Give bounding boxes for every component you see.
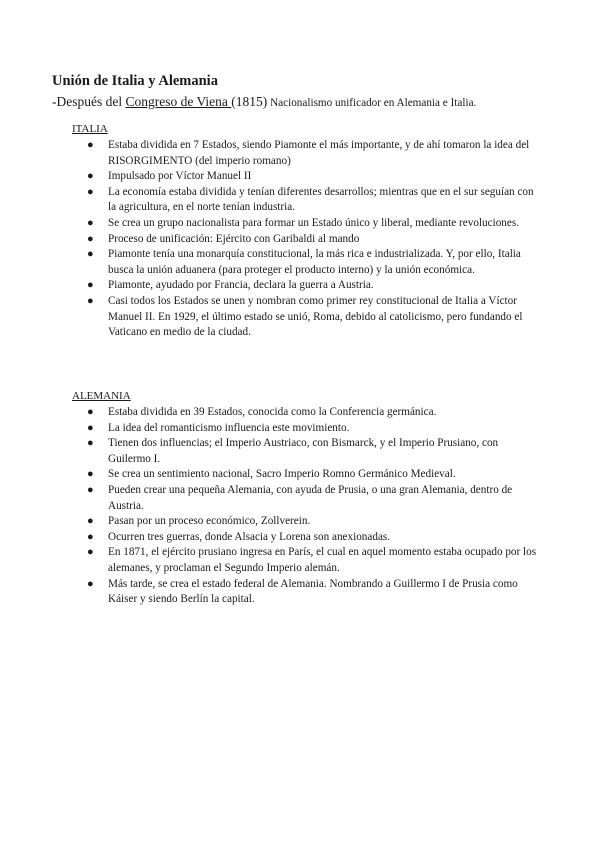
list-item — [72, 483, 542, 514]
list-item — [72, 577, 542, 608]
list-item-text: Piamonte tenía una monarquía constitucional, la más rica e industrializada. Y, por ello, Italia busca la unión aduanera (para proteger el producto interno) y la unión económica. — [108, 248, 521, 276]
list-item — [72, 169, 542, 185]
bullet-icon: ● — [87, 468, 94, 481]
list-item — [72, 545, 542, 576]
bullet-icon: ● — [87, 139, 94, 151]
bullet-list — [72, 405, 542, 608]
intro-prefix: -Después del — [52, 94, 126, 109]
list-item — [72, 405, 542, 421]
list-item-text: Casi todos los Estados se unen y nombran como primer rey constitucional de Italia a Víctor Manuel II. En 1929, el último estado se unió, Roma, debido al catolicismo, pero fundando el Vaticano en medio de la ciudad. — [108, 294, 523, 339]
list-item-text: En 1871, el ejército prusiano ingresa en París, el cual en aquel momento estaba ocupado por los alemanes, y proclaman el Segundo Imperio alemán. — [108, 546, 537, 574]
list-item — [72, 514, 542, 530]
bullet-icon: ● — [87, 483, 94, 496]
section-alemania — [72, 389, 542, 608]
bullet-icon: ● — [87, 437, 94, 450]
intro-link: Congreso de Viena — [125, 94, 232, 109]
bullet-list — [72, 138, 542, 341]
bullet-icon: ● — [87, 232, 94, 245]
list-item-text: Estaba dividida en 7 Estados, siendo Piamonte el más importante, y de ahí tomaron la idea del RISORGIMENTO (del imperio romano) — [108, 139, 530, 167]
intro-year: (1815) — [231, 94, 268, 109]
section-italia — [72, 122, 542, 341]
bullet-icon: ● — [87, 216, 94, 229]
bullet-icon: ● — [87, 185, 94, 198]
bullet-icon: ● — [87, 170, 94, 183]
list-item-text: Proceso de unificación: Ejército con Garibaldi al mando — [108, 232, 360, 245]
list-item-text: La economía estaba dividida y tenían diferentes desarrollos; mientras que en el sur seguían con la agricultura, en el norte tenían industria. — [108, 185, 534, 214]
list-item — [72, 247, 542, 278]
bullet-icon: ● — [87, 406, 94, 418]
list-item-text: Impulsado por Víctor Manuel II — [108, 170, 252, 183]
list-item-text: Estaba dividida en 39 Estados, conocida como la Conferencia germánica. — [108, 406, 437, 418]
bullet-icon: ● — [87, 421, 94, 434]
list-item-text: Se crea un sentimiento nacional, Sacro Imperio Romno Germánico Medieval. — [108, 468, 456, 481]
list-item-text: Más tarde, se crea el estado federal de Alemania. Nombrando a Guillermo I de Prusia como Káiser y siendo Berlín la capital. — [108, 577, 518, 606]
bullet-icon: ● — [87, 530, 94, 543]
list-item-text: La idea del romanticismo influencia este movimiento. — [108, 421, 350, 434]
list-item — [72, 278, 542, 294]
list-item — [72, 467, 542, 483]
list-item — [72, 232, 542, 248]
list-item-text: Se crea un grupo nacionalista para formar un Estado único y liberal, mediante revoluciones. — [108, 216, 519, 229]
intro-rest: Nacionalismo unificador en Alemania e Italia. — [267, 97, 477, 109]
list-item-text: Pueden crear una pequeña Alemania, con ayuda de Prusia, o una gran Alemania, dentro de Austria. — [108, 483, 513, 512]
list-item — [72, 530, 542, 546]
list-item-text: Ocurren tres guerras, donde Alsacia y Lorena son anexionadas. — [108, 530, 391, 543]
bullet-icon: ● — [87, 248, 94, 261]
document-title: Unión de Italia y Alemania — [52, 73, 218, 89]
list-item — [72, 216, 542, 232]
bullet-icon: ● — [87, 577, 94, 590]
list-item-text: Pasan por un proceso económico, Zollverein. — [108, 515, 311, 528]
list-item — [72, 421, 542, 437]
section-heading: ITALIA — [72, 123, 108, 135]
bullet-icon: ● — [87, 515, 94, 528]
intro-line — [52, 93, 572, 112]
bullet-icon: ● — [87, 546, 94, 559]
list-item — [72, 436, 542, 467]
list-item — [72, 138, 542, 169]
list-item-text: Piamonte, ayudado por Francia, declara la guerra a Austria. — [108, 279, 374, 292]
list-item — [72, 185, 542, 216]
section-heading: ALEMANIA — [72, 390, 131, 402]
list-item — [72, 294, 542, 341]
list-item-text: Tienen dos influencias; el Imperio Austriaco, con Bismarck, y el Imperio Prusiano, con Guilermo I. — [108, 437, 499, 465]
bullet-icon: ● — [87, 279, 94, 292]
bullet-icon: ● — [87, 294, 94, 307]
